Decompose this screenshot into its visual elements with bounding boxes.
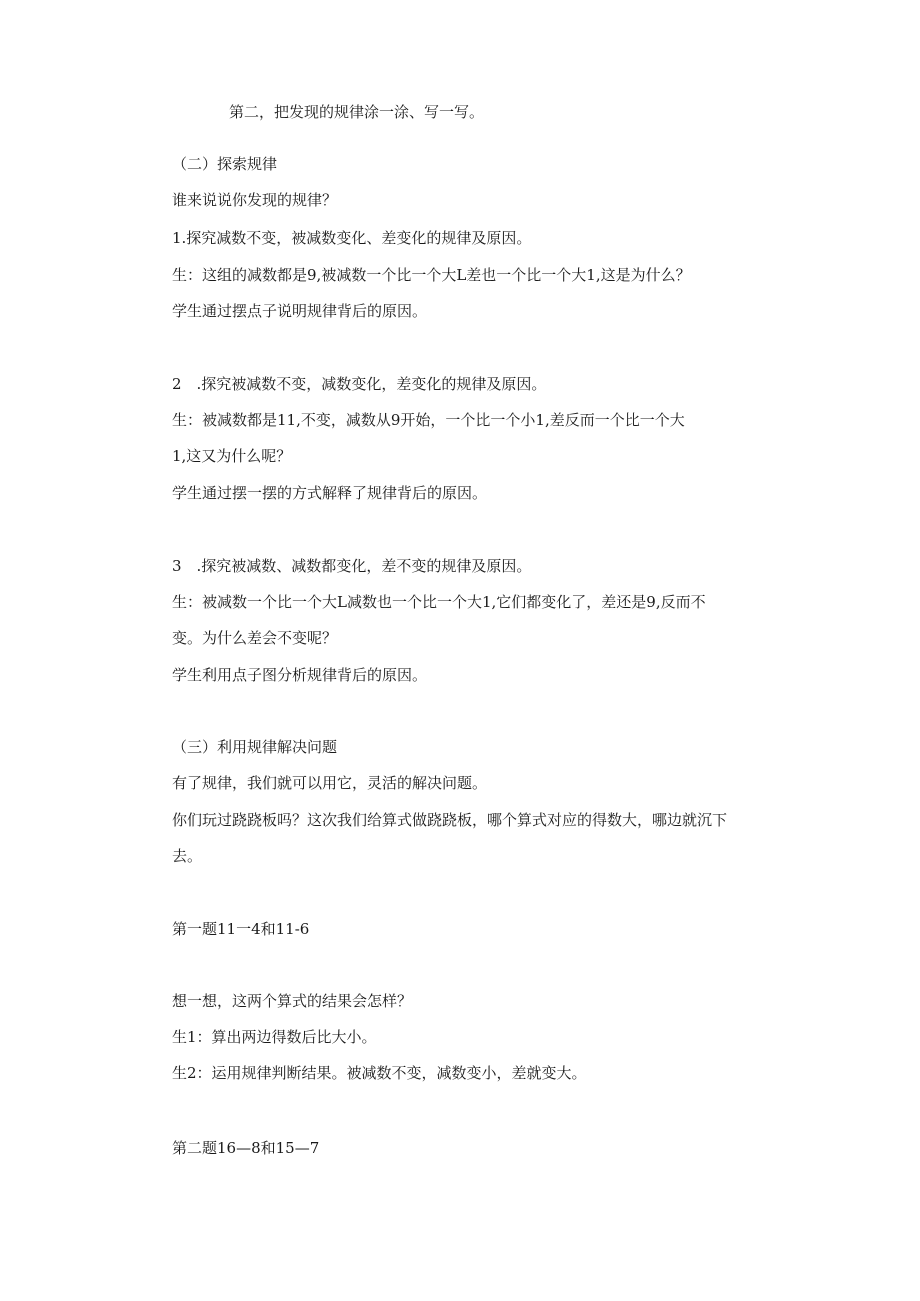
section-heading-explore: （二）探索规律 (172, 155, 278, 173)
item-1-student-answer: 生：这组的减数都是9,被减数一个比一个大L差也一个比一个大1,这是为什么？ (172, 266, 691, 284)
paragraph-seesaw: 你们玩过跷跷板吗？这次我们给算式做跷跷板，哪个算式对应的得数大，哪边就沉下 (172, 811, 728, 829)
item-3-heading: 3 .探究被减数、减数都变化，差不变的规律及原因。 (172, 557, 532, 575)
student-2-answer: 生2：运用规律判断结果。被减数不变，减数变小，差就变大。 (172, 1064, 587, 1082)
paragraph-seesaw-cont: 去。 (172, 847, 203, 865)
item-2-explanation: 学生通过摆一摆的方式解释了规律背后的原因。 (172, 484, 488, 502)
question-1-prompt: 想一想，这两个算式的结果会怎样？ (172, 992, 413, 1010)
question-2: 第二题16—8和15—7 (172, 1139, 320, 1157)
item-2-student-answer: 生：被减数都是11,不变，减数从9开始，一个比一个小1,差反而一个比一个大 (172, 411, 685, 429)
item-1-heading: 1.探究减数不变，被减数变化、差变化的规律及原因。 (172, 229, 532, 247)
student-1-answer: 生1：算出两边得数后比大小。 (172, 1028, 377, 1046)
paragraph-question: 谁来说说你发现的规律？ (172, 191, 338, 209)
item-2-student-answer-cont: 1,这又为什么呢？ (172, 447, 292, 465)
item-3-student-answer: 生：被减数一个比一个大L减数也一个比一个大1,它们都变化了，差还是9,反而不 (172, 593, 706, 611)
section-heading-apply: （三）利用规律解决问题 (172, 738, 338, 756)
paragraph-apply-intro: 有了规律，我们就可以用它，灵活的解决问题。 (172, 774, 488, 792)
item-1-explanation: 学生通过摆点子说明规律背后的原因。 (172, 302, 428, 320)
item-3-student-answer-cont: 变。为什么差会不变呢？ (172, 629, 338, 647)
item-3-explanation: 学生利用点子图分析规律背后的原因。 (172, 666, 428, 684)
intro-step-two: 第二，把发现的规律涂一涂、写一写。 (229, 103, 485, 121)
item-2-heading: 2 .探究被减数不变，减数变化，差变化的规律及原因。 (172, 375, 547, 393)
question-1: 第一题11一4和11-6 (172, 920, 310, 938)
